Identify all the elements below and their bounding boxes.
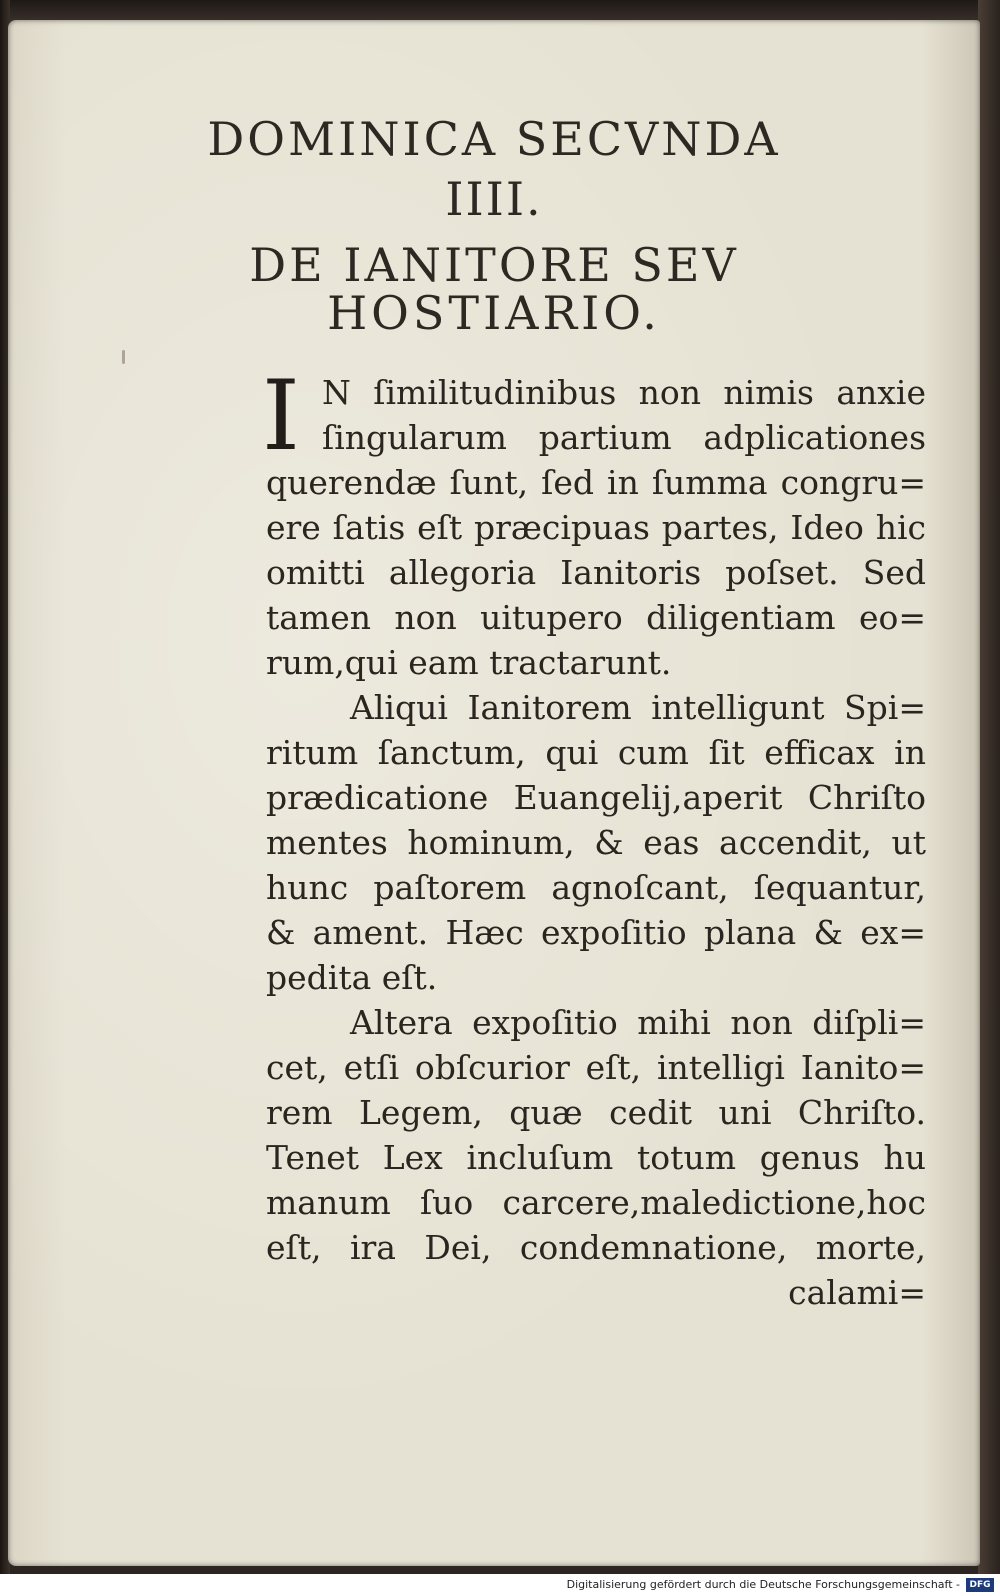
heading-line-4: HOSTIARIO.	[327, 286, 661, 340]
text-line: pedita eſt.	[266, 958, 438, 997]
text-line: ere ſatis eſt præcipuas partes, Ideo hic	[266, 508, 926, 547]
text-line: ritum ſanctum, qui cum ſit efficax in	[266, 733, 926, 772]
text-line: & ament. Hæc expoſitio plana & ex=	[266, 913, 926, 952]
dfg-logo-icon: DFG	[966, 1578, 994, 1592]
digitization-credit: Digitalisierung gefördert durch die Deutsche Forschungsgemeinschaft -	[566, 1578, 960, 1591]
body-text	[262, 360, 926, 1315]
heading-line-1: DOMINICA SECVNDA	[207, 112, 781, 166]
text-line: mentes hominum, & eas accendit, ut	[266, 823, 926, 862]
book-page	[8, 20, 980, 1566]
text-line: N ſimilitudinibus non nimis anxie	[322, 373, 926, 412]
text-line: prædicatione Euangelij,aperit Chriſto	[266, 778, 926, 817]
heading-line-2: IIII.	[445, 172, 543, 226]
dropcap-initial: I	[262, 360, 300, 472]
paper-speck	[122, 350, 125, 364]
text-line: hunc paſtorem agnoſcant, ſequantur,	[266, 868, 926, 907]
heading-line-3: DE IANITORE SEV	[249, 238, 739, 292]
catchword: calami=	[788, 1273, 926, 1312]
footer-bar	[0, 1574, 1000, 1596]
text-line: Tenet Lex incluſum totum genus hu	[266, 1138, 926, 1177]
text-line: cet, etſi obſcurior eſt, intelligi Ianito=	[266, 1048, 926, 1087]
text-line: rum,qui eam tractarunt.	[266, 643, 672, 682]
book-edge-right	[978, 0, 1000, 1574]
text-line: rem Legem, quæ cedit uni Chriſto.	[266, 1093, 926, 1132]
text-line: Altera expoſitio mihi non diſpli=	[350, 1003, 926, 1042]
text-line: querendæ ſunt, ſed in ſumma congru=	[266, 463, 926, 502]
text-line: tamen non uitupero diligentiam eo=	[266, 598, 926, 637]
scan-background-top	[0, 0, 1000, 22]
text-line: eſt, ira Dei, condemnatione, morte,	[266, 1228, 926, 1267]
text-line: omitti allegoria Ianitoris poſset. Sed	[266, 553, 926, 592]
text-line: manum ſuo carcere,maledictione,hoc	[266, 1183, 926, 1222]
text-line: ſingularum partium adplicationes	[322, 418, 926, 457]
text-line: Aliqui Ianitorem intelligunt Spi=	[350, 688, 926, 727]
